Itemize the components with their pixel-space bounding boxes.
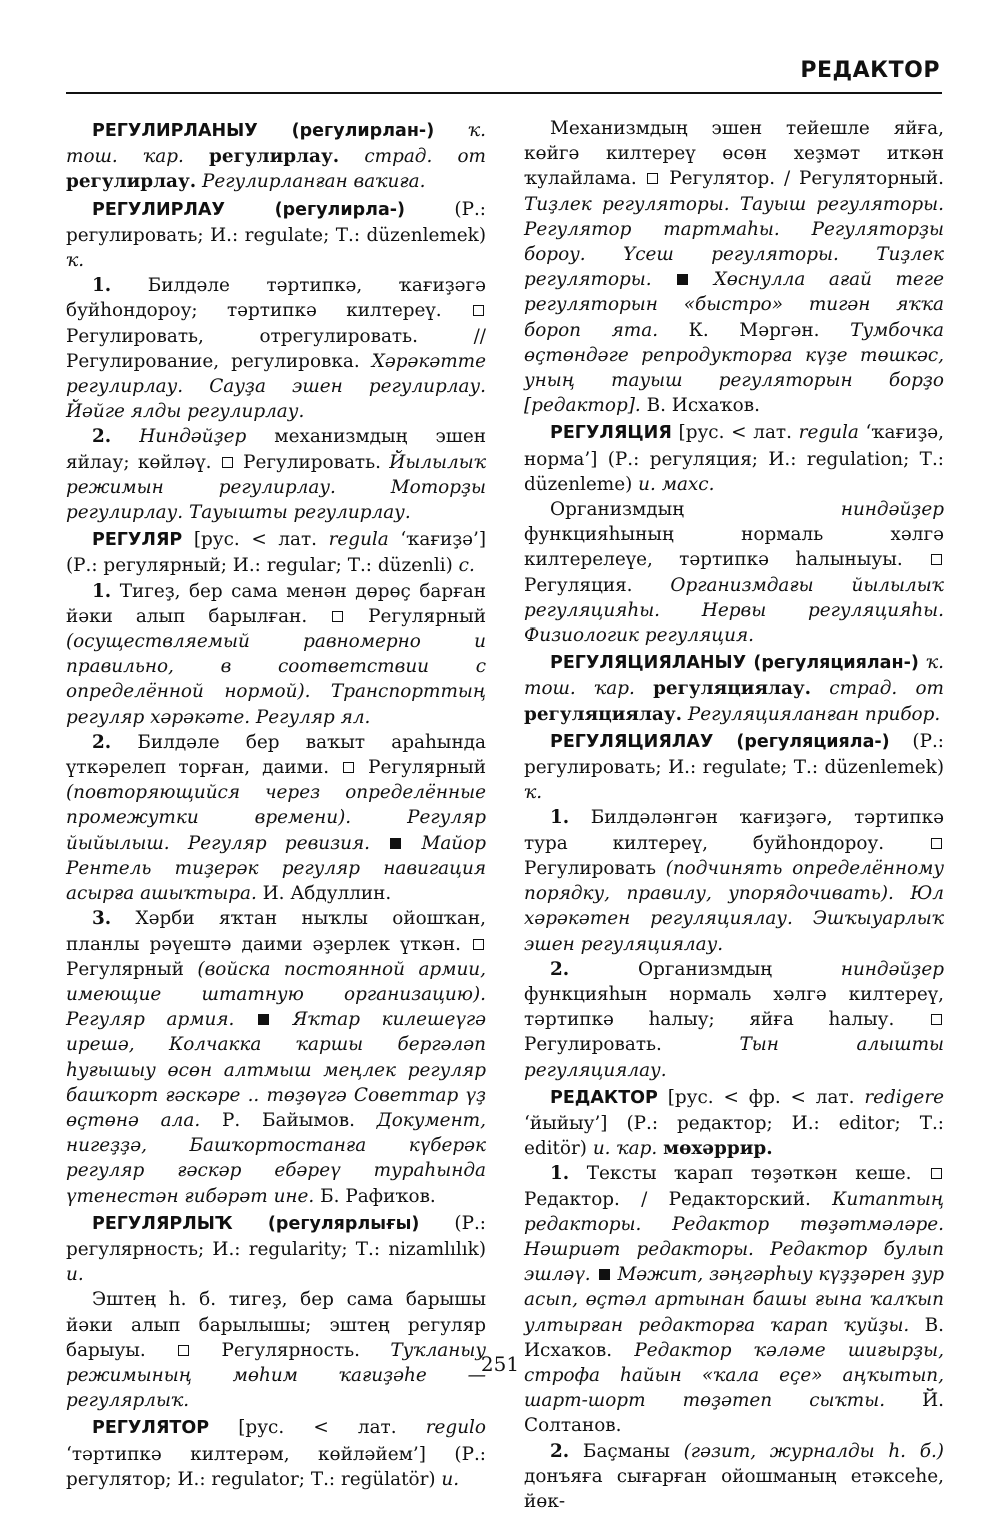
- page-number: 251: [480, 1352, 520, 1376]
- entry-regulyatsiyalau: РЕГУЛЯЦИЯЛАУ (регуляцияла-) (Р.: регулировать; И.: regulate; Т.: düzenlemek) ҡ.: [524, 730, 944, 804]
- entry-redaktor: РЕДАКТОР [рус. < фр. < лат. redigere ‘йыйыу’] (Р.: редактор; И.: editor; Т.: editör) и. ҡар. мөхәррир.: [524, 1086, 944, 1160]
- black-square-icon: [258, 1014, 269, 1025]
- black-square-icon: [599, 1269, 610, 1280]
- sense-1: 1. Тексты ҡарап төҙәткән кеше. Редактор. / Редакторский. Китаптың редакторы. Редактор төҙәтмәләре. Нәшриәт редакторы. Редактор булып эшләү. Мәжит, зәңгәрһыу күҙҙәрен ҙур асып, өҫтәл артынан башы ғына ҡалҡып ултырған редакторға ҡарап ҡуйҙы. В. Исхаҡов. Редактор ҡәләме шиғырҙы, строфа һайын «ҡала еҫе» аңҡытып, шарт-шорт төҙәтеп сыҡты. Й. Солтанов.: [524, 1163, 944, 1437]
- headword: РЕГУЛЯР: [92, 530, 183, 551]
- sense-1: 1. Билдәле тәртипкә, ҡағиҙәгә буйһондороу; тәртипкә килтереү. Регулировать, отрегулировать. // Регулирование, регулировка. Хәрәкәтте регулирлау. Сауҙа эшен регулирлау. Йәйге ялды регулирлау.: [66, 275, 486, 423]
- headword: РЕГУЛИРЛАНЫУ (регулирлан-): [92, 121, 435, 141]
- white-square-icon: [473, 939, 484, 950]
- white-square-icon: [931, 554, 942, 565]
- headword: РЕДАКТОР: [550, 1087, 658, 1108]
- sense-2: 2. Билдәле бер ваҡыт араһында үткәрелеп торған, даими. Регулярный (повторяющийся через определённые промежутки времени). Регуляр йыйылыш. Регуляр ревизия. Майор Рентель тиҙерәк регуляр навигация асырға ашыҡтыра. И. Абдуллин.: [66, 731, 486, 905]
- white-square-icon: [222, 457, 233, 468]
- sense-2: 2. Баҫманы (гәзит, журналды һ. б.) донъяға сығарған ойошманың етәксеһе, йөк-: [524, 1440, 944, 1512]
- sense-body: Организмдың ниндәйҙер функцияһының нормаль хәлгә килтерелеүе, тәртипкә һалыныуы. Регуляция. Организмдағы йылылыҡ регуляцияһы. Нервы регуляцияһы. Физиологик регуляция.: [524, 499, 944, 647]
- entry-regulyator-continued: Механизмдың эшен тейешле яйға, көйгә килтереү өсөн хеҙмәт иткән ҡулайлама. Регулятор. / Регуляторный. Тиҙлек регуляторы. Тауыш регуляторы. Регулятор тартмаһы. Регуляторҙы бороу. Үсеш регуляторы. Тиҙлек регуляторы. Хөснулла ағай теге регуляторын «быстро» тигән яҡҡа бороп ята. К. Мәргән. Тумбочка өҫтөндәге репродукторға күҙе төшкәс, уның тауыш регуляторын борҙо [редактор]. В. Исхаҡов.: [524, 118, 944, 417]
- headword: РЕГУЛЯРЛЫҠ (регулярлығы): [92, 1213, 420, 1234]
- sense-1: 1. Тигеҙ, бер сама менән дөрөҫ барған йәки алып барылған. Регулярный (осуществляемый равномерно и правильно, в соответствии с определённой нормой). Транспорттың регуляр хәрәкәте. Регуляр ял.: [66, 580, 486, 728]
- running-header: РЕДАКТОР: [800, 58, 940, 83]
- headword: РЕГУЛЯТОР: [92, 1418, 210, 1439]
- entry-regulyarlyk: РЕГУЛЯРЛЫҠ (регулярлығы) (Р.: регулярность; И.: regularity; Т.: nizamlılık) и.: [66, 1212, 486, 1286]
- headword: РЕГУЛИРЛАУ (регулирла-): [92, 199, 406, 220]
- white-square-icon: [332, 611, 343, 622]
- right-column: [524, 116, 945, 1512]
- black-square-icon: [677, 274, 688, 285]
- sense-1: 1. Билдәләнгән ҡағиҙәгә, тәртипкә тура килтереү, буйһондороу. Регулировать (подчинять определённому порядку, правилу, упорядочивать). Юл хәрәкәтен регуляциялау. Эшҡыуарлыҡ эшен регуляциялау.: [524, 807, 944, 955]
- white-square-icon: [343, 762, 354, 773]
- entry-regulyator: РЕГУЛЯТОР [рус. < лат. regulo ‘тәртипкә килтерәм, көйләйем’] (Р.: регулятор; И.: regulator; Т.: regülatör) и.: [66, 1417, 486, 1490]
- sense-3: 3. Хәрби яҡтан ныҡлы ойошҡан, планлы рәүештә даими әҙерлек үткән. Регулярный (войска постоянной армии, имеющие штатную организацию). Регуляр армия. Яҡтар килешеүгә ирешә, Колчакка ҡаршы бергәләп һуғышыу өсөн алтмыш меңлек регуляр башҡорт ғәскәре .. төҙөүгә Советтар үҙ өҫтөнә ала. Р. Байымов. Документ, нигеҙҙә, Башҡортостанға күберәк регуляр ғәскәр ебәреү тураһында үтенестән ғибәрәт ине. Б. Рафиҡов.: [66, 908, 487, 1207]
- sense-2: 2. Организмдың ниндәйҙер функцияһын нормаль хәлгә килтереү, тәртипкә һалыу; яйға һалыу. Регулировать. Тын алышты регуляциялау.: [524, 958, 944, 1081]
- entry-regulirlau: РЕГУЛИРЛАУ (регулирла-) (Р.: регулировать; И.: regulate; Т.: düzenlemek) ҡ.: [66, 198, 486, 272]
- sense-2: 2. Ниндәйҙер механизмдың эшен яйлау; көйләү. Регулировать. Йылылыҡ режимын регулирлау. Моторҙы регулирлау. Тауышты регулирлау.: [66, 426, 486, 524]
- entry-regulirlanyu: РЕГУЛИРЛАНЫУ (регулирлан-) ҡ. тош. ҡар. регулирлау. страд. от регулирлау. Регулирланған ваҡиға.: [66, 120, 486, 193]
- headword: РЕГУЛЯЦИЯЛАНЫУ (регуляциялан-): [550, 653, 919, 674]
- entry-regulyatsiya: РЕГУЛЯЦИЯ [рус. < лат. regula ‘ҡағиҙә, норма’] (Р.: регуляция; И.: regulation; Т.: düzenleme) и. махс.: [524, 422, 945, 495]
- headword: РЕГУЛЯЦИЯ: [550, 423, 672, 444]
- entry-regulyatsiyalanyu: РЕГУЛЯЦИЯЛАНЫУ (регуляциялан-) ҡ. тош. ҡар. регуляциялау. страд. от регуляциялау. Регуляцияланған прибор.: [524, 652, 944, 725]
- left-column: [66, 116, 487, 1490]
- black-square-icon: [390, 838, 401, 849]
- header-rule: [66, 92, 942, 94]
- sense-body: Эштең һ. б. тигеҙ, бер сама барышы йәки алып барылышы; эштең регуляр барыуы. Регулярность. Туҡланыу режимының мөһим ҡағиҙәһе — регулярлыҡ.: [66, 1289, 486, 1412]
- white-square-icon: [473, 305, 484, 316]
- entry-regulyar: РЕГУЛЯР [рус. < лат. regula ‘ҡағиҙә’] (Р.: регулярный; И.: regular; Т.: düzenli) с.: [66, 529, 487, 577]
- headword: РЕГУЛЯЦИЯЛАУ (регуляцияла-): [550, 731, 890, 752]
- white-square-icon: [931, 838, 942, 849]
- white-square-icon: [931, 1014, 942, 1025]
- white-square-icon: [647, 173, 658, 184]
- white-square-icon: [931, 1168, 942, 1179]
